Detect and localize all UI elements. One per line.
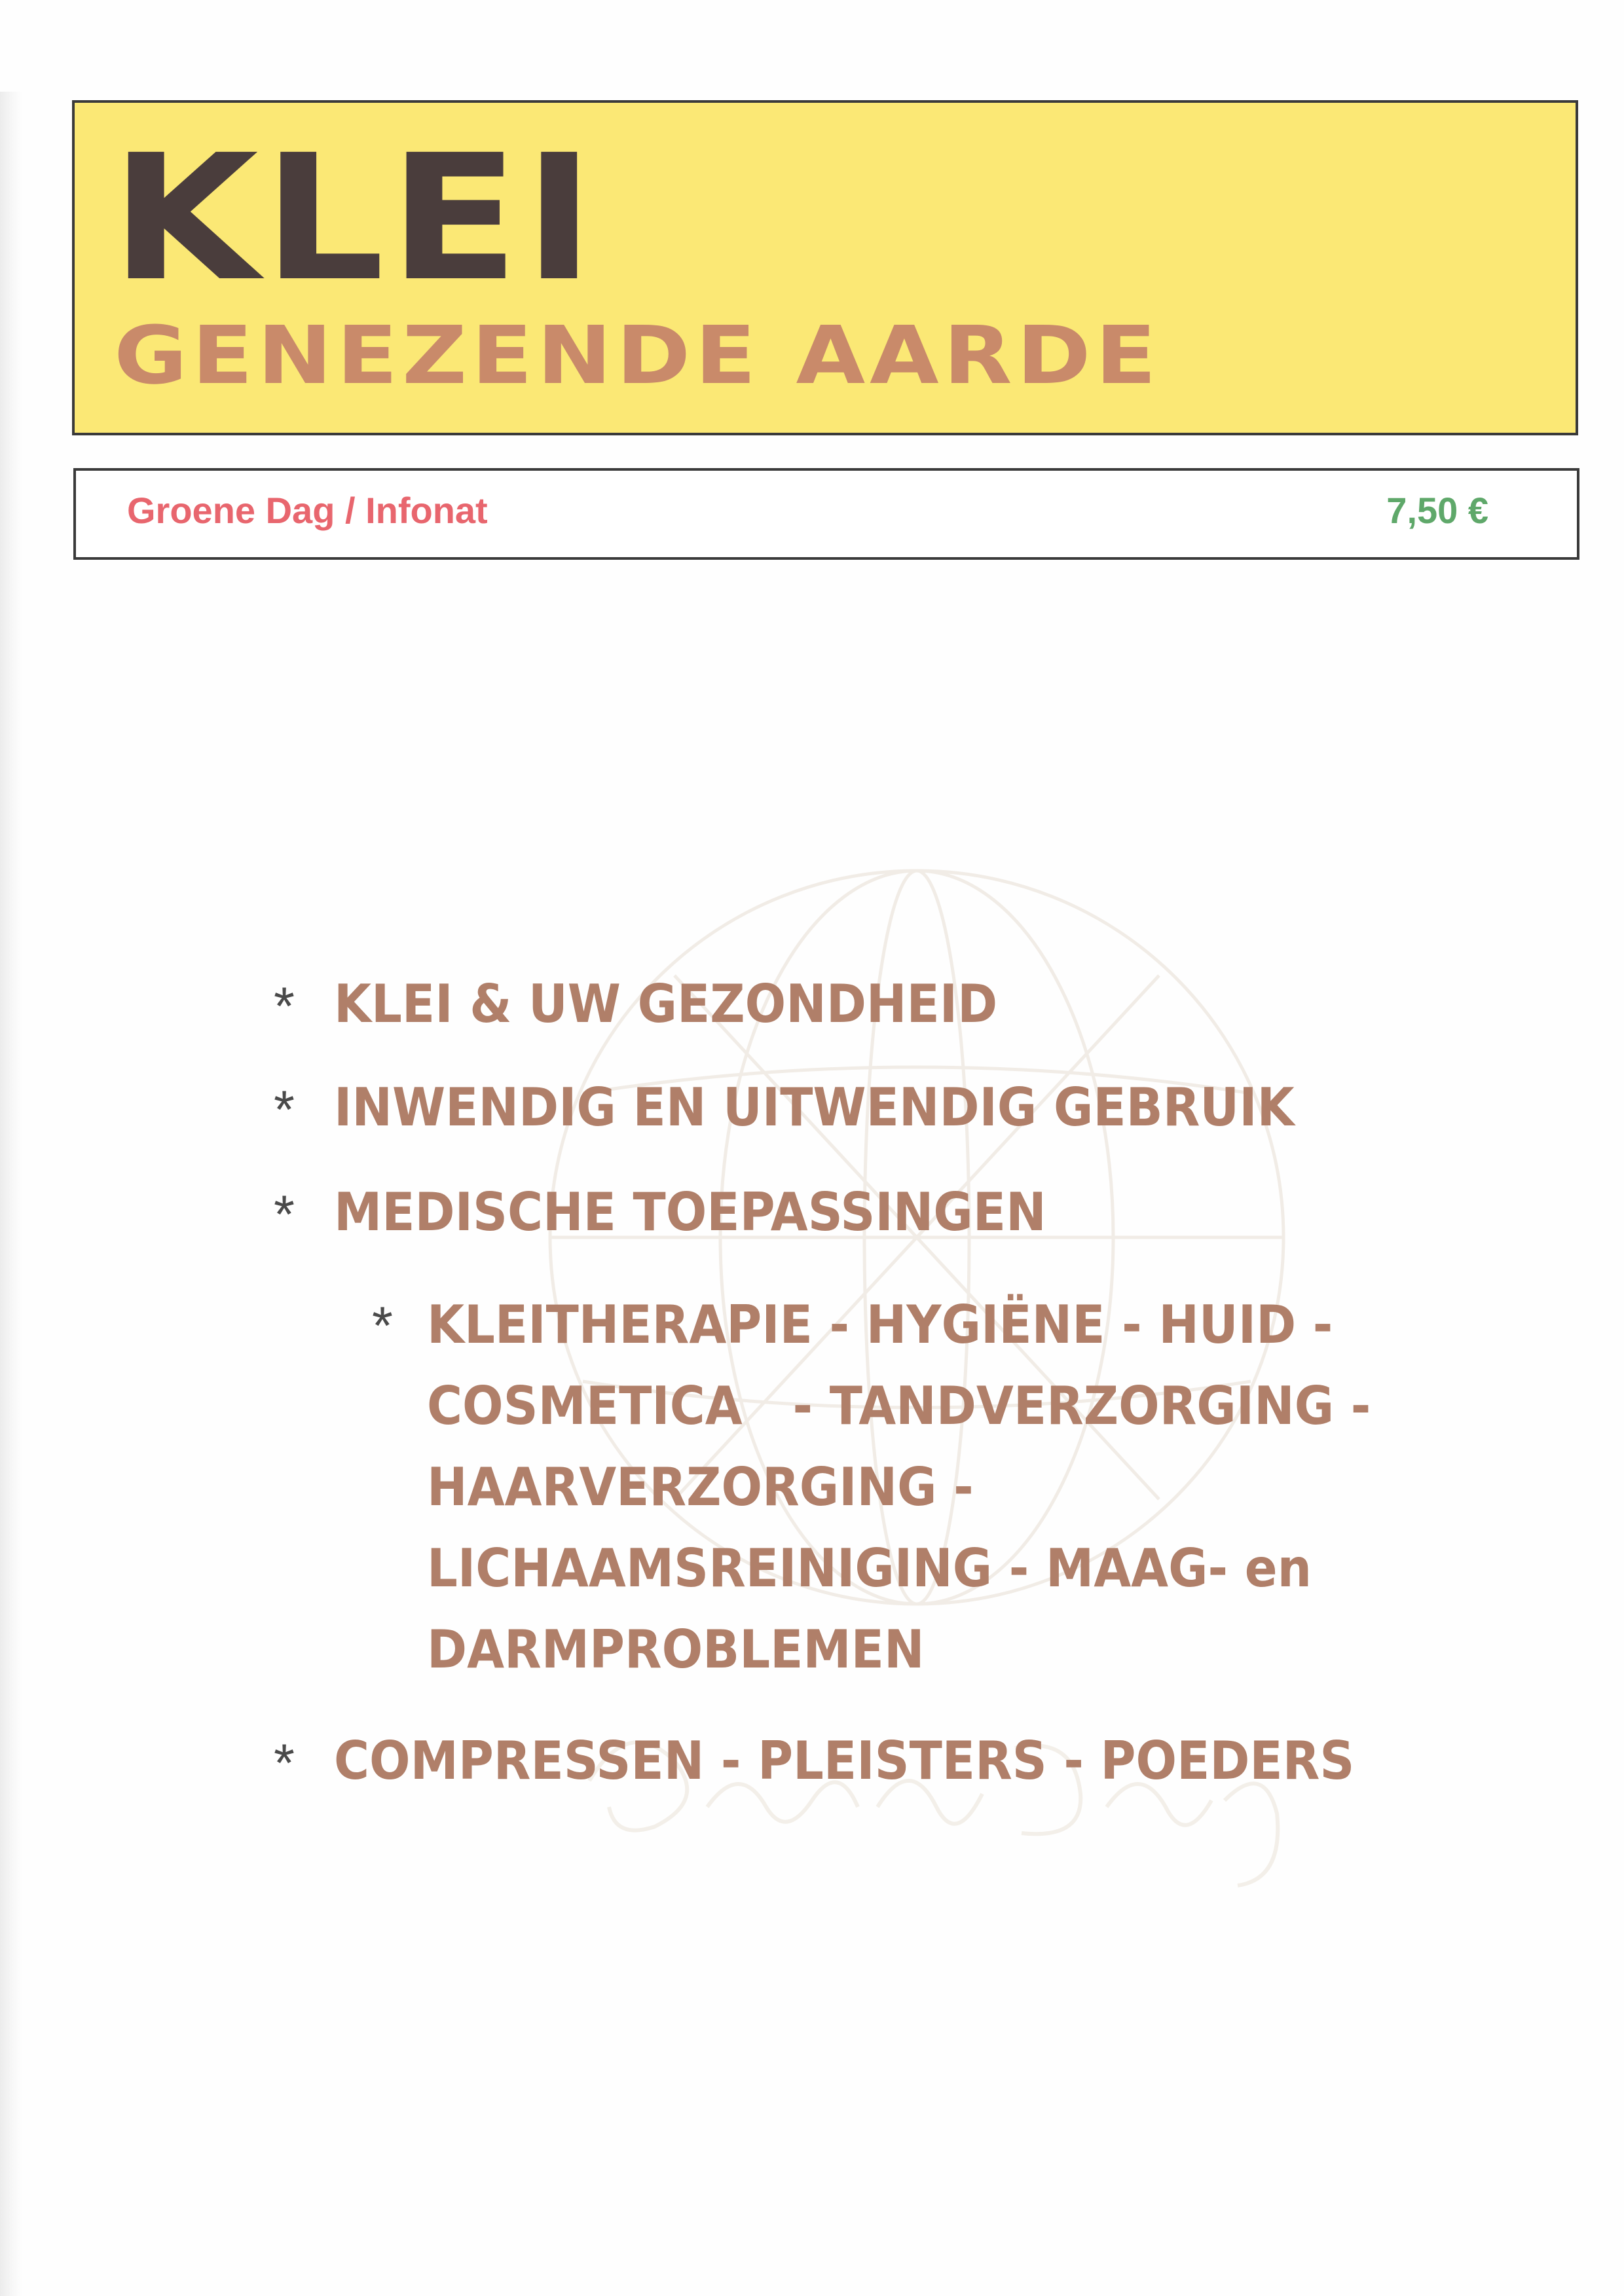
bullet-marker: * — [274, 1080, 295, 1140]
publisher-label: Groene Dag / Infonat — [127, 490, 488, 531]
topic-item — [274, 1172, 1108, 1253]
topic-text: COMPRESSEN - PLEISTERS - POEDERS — [334, 1730, 1355, 1791]
topic-text-line: DARMPROBLEMEN — [427, 1619, 925, 1680]
bullet-marker: * — [372, 1296, 393, 1356]
bullet-marker: * — [274, 1185, 295, 1245]
topic-item — [274, 964, 1055, 1045]
price-label: 7,50 € — [1386, 490, 1488, 531]
topic-text-line: COSMETICA - TANDVERZORGING - — [427, 1376, 1371, 1436]
topic-text: KLEI & UW GEZONDHEID — [334, 974, 998, 1034]
topic-text: INWENDIG EN UITWENDIG GEBRUIK — [334, 1077, 1295, 1138]
cover-subtitle: GENEZENDE AARDE — [114, 309, 1161, 402]
topic-text-line: KLEITHERAPIE - HYGIËNE - HUID - — [427, 1294, 1333, 1355]
topic-text: MEDISCHE TOEPASSINGEN — [334, 1182, 1046, 1243]
topic-subitem — [372, 1285, 1534, 1690]
bullet-marker: * — [274, 977, 295, 1036]
topic-item — [274, 1067, 1378, 1148]
topic-text-line: HAARVERZORGING - — [427, 1457, 974, 1518]
cover-title: KLEI — [111, 118, 599, 319]
topic-item — [274, 1721, 1443, 1802]
bullet-marker: * — [274, 1734, 295, 1793]
topic-text-line: LICHAAMSREINIGING - MAAG- en — [427, 1538, 1312, 1599]
